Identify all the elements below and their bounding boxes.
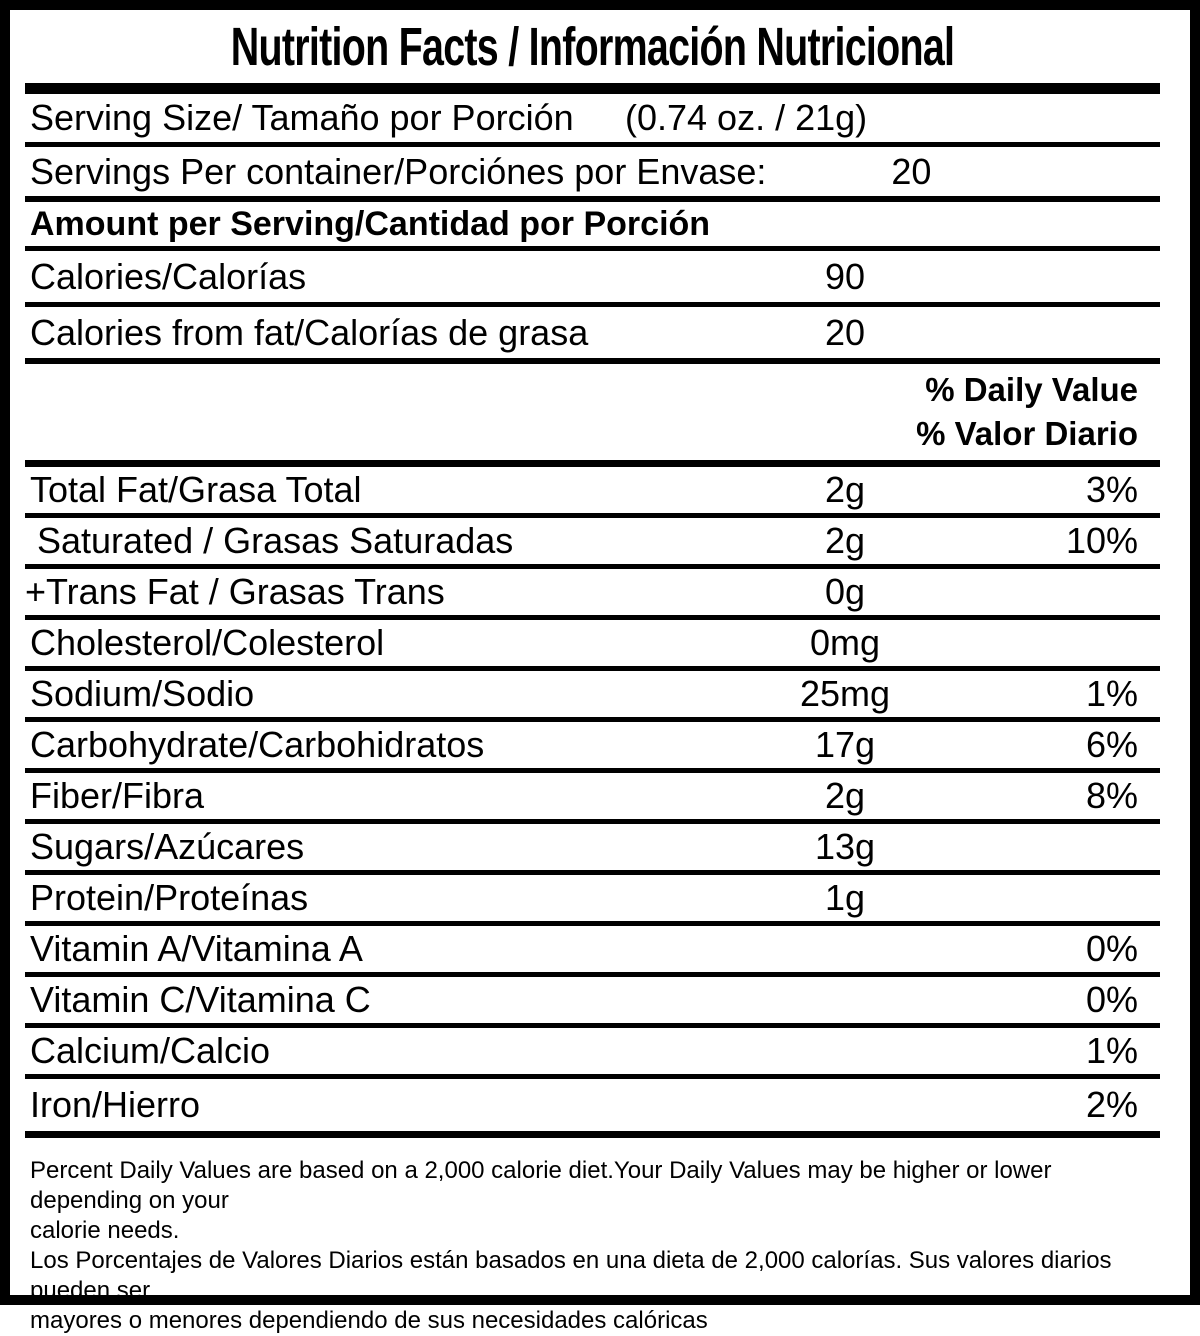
- calories-from-fat-label: Calories from fat/Calorías de grasa: [30, 311, 589, 353]
- amount-per-serving-header: Amount per Serving/Cantidad por Porción: [30, 205, 711, 243]
- servings-per-container-row: [25, 147, 1160, 202]
- calories-from-fat-row: [25, 307, 1160, 364]
- footnote-en-line2: calorie needs.: [30, 1217, 180, 1244]
- nutrient-label: Cholesterol/Colesterol: [30, 622, 385, 663]
- nutrient-value: 2g: [824, 775, 866, 816]
- serving-size-label: Serving Size/ Tamaño por Porción: [30, 97, 574, 138]
- footnote: [25, 1138, 1160, 1336]
- nutrient-dv: 2%: [1085, 1084, 1138, 1125]
- nutrient-value: 1g: [824, 877, 866, 918]
- nutrient-value: 17g: [814, 724, 876, 765]
- nutrient-value: 0mg: [809, 622, 881, 663]
- nutrient-dv: 6%: [1085, 724, 1138, 765]
- calories-label: Calories/Calorías: [30, 255, 307, 297]
- nutrient-label: Saturated / Grasas Saturadas: [37, 520, 514, 561]
- daily-value-header: [25, 364, 1160, 467]
- calories-row: [25, 251, 1160, 307]
- nutrient-label: Sodium/Sodio: [30, 673, 255, 714]
- servings-per-container-label: Servings Per container/Porciónes por Envase:: [30, 150, 767, 192]
- nutrient-label: Fiber/Fibra: [30, 775, 205, 816]
- nutrient-label: Carbohydrate/Carbohidratos: [30, 724, 485, 765]
- footnote-es-line2: mayores o menores dependiendo de sus necesidades calóricas: [30, 1307, 708, 1334]
- nutrient-row-total-fat: [25, 467, 1160, 518]
- nutrient-label: Vitamin C/Vitamina C: [30, 979, 371, 1020]
- page-title: Nutrition Facts / Información Nutricional: [230, 16, 955, 77]
- nutrient-row-cholesterol: [25, 620, 1160, 671]
- nutrient-value: 0g: [824, 571, 866, 612]
- nutrient-row-vitamin-a: [25, 926, 1160, 977]
- nutrient-row-sodium: [25, 671, 1160, 722]
- nutrient-dv: 1%: [1085, 1030, 1138, 1071]
- nutrient-label: Vitamin A/Vitamina A: [30, 928, 363, 969]
- nutrient-dv: 3%: [1085, 469, 1138, 510]
- nutrient-row-saturated-fat: [25, 518, 1160, 569]
- nutrient-row-protein: [25, 875, 1160, 926]
- serving-size-row: [25, 94, 1160, 147]
- footnote-en-line1: Percent Daily Values are based on a 2,000 calorie diet.Your Daily Values may be higher or lower depending on your: [30, 1157, 1052, 1214]
- daily-value-header-es: % Valor Diario: [916, 415, 1138, 453]
- nutrient-label: Total Fat/Grasa Total: [30, 469, 362, 510]
- calories-from-fat-value: 20: [824, 311, 866, 353]
- title-row: [25, 10, 1160, 83]
- nutrient-value: 2g: [824, 469, 866, 510]
- nutrient-label: Iron/Hierro: [30, 1084, 201, 1125]
- nutrient-row-sugars: [25, 824, 1160, 875]
- nutrient-row-carbohydrate: [25, 722, 1160, 773]
- nutrient-label: Sugars/Azúcares: [30, 826, 305, 867]
- serving-size-value: (0.74 oz. / 21g): [625, 97, 868, 138]
- servings-per-container-value: 20: [891, 150, 932, 192]
- nutrient-value: 25mg: [799, 673, 891, 714]
- nutrient-row-vitamin-c: [25, 977, 1160, 1028]
- nutrient-row-trans-fat: [25, 569, 1160, 620]
- nutrient-row-calcium: [25, 1028, 1160, 1079]
- daily-value-header-en: % Daily Value: [925, 370, 1138, 408]
- nutrient-dv: 1%: [1085, 673, 1138, 714]
- nutrient-label: Protein/Proteínas: [30, 877, 309, 918]
- nutrient-row-iron: [25, 1079, 1160, 1138]
- nutrient-dv: 0%: [1085, 979, 1138, 1020]
- calories-value: 90: [824, 255, 866, 297]
- label-content: [10, 10, 1190, 1336]
- nutrient-label: +Trans Fat / Grasas Trans: [25, 571, 445, 612]
- nutrient-row-fiber: [25, 773, 1160, 824]
- nutrient-dv: 10%: [1065, 520, 1138, 561]
- amount-per-serving-header-row: [25, 202, 1160, 251]
- nutrient-value: 2g: [824, 520, 866, 561]
- nutrient-dv: 0%: [1085, 928, 1138, 969]
- title-divider-bar: [25, 83, 1160, 94]
- nutrient-dv: 8%: [1085, 775, 1138, 816]
- footnote-es-line1: Los Porcentajes de Valores Diarios están basados en una dieta de 2,000 calorías. Sus valores diarios pueden ser: [30, 1247, 1112, 1304]
- nutrient-label: Calcium/Calcio: [30, 1030, 271, 1071]
- nutrient-value: 13g: [814, 826, 876, 867]
